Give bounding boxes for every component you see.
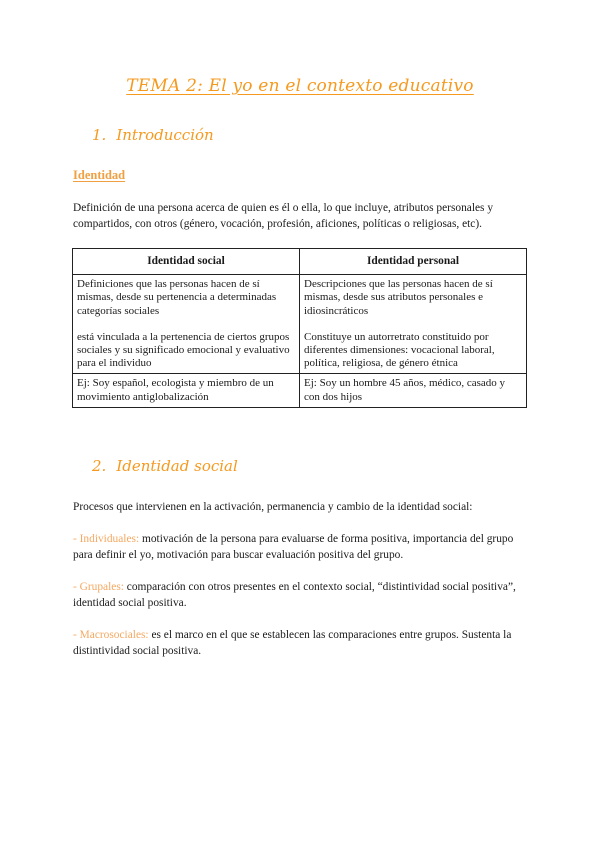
identity-comparison-table bbox=[72, 248, 527, 408]
section-number: 2. bbox=[92, 457, 107, 475]
table-row bbox=[73, 374, 527, 407]
section-title: Introducción bbox=[116, 126, 214, 144]
process-text: motivación de la persona para evaluarse de forma positiva, importancia del grupo para definir el yo, motivación para buscar evaluación positiva del grupo. bbox=[73, 533, 514, 561]
social-definition-text: Definiciones que las personas hacen de sí mismas, desde su pertenencia a determinadas categorías sociales bbox=[77, 278, 277, 317]
table-row bbox=[73, 275, 527, 374]
section-heading-introduccion bbox=[92, 126, 214, 144]
cell-personal-definition bbox=[300, 275, 527, 374]
process-text: comparación con otros presentes en el contexto social, “distintividad social positiva”, identidad social positiva. bbox=[73, 581, 516, 609]
personal-definition-text: Descripciones que las personas hacen de sí mismas, desde sus atributos personales e idiosincráticos bbox=[304, 278, 493, 317]
cell-social-example: Ej: Soy español, ecologista y miembro de un movimiento antiglobalización bbox=[73, 374, 300, 407]
section-heading-identidad-social bbox=[92, 457, 238, 475]
document-title: TEMA 2: El yo en el contexto educativo bbox=[126, 76, 474, 96]
header-identidad-personal: Identidad personal bbox=[300, 249, 527, 275]
identidad-definition: Definición de una persona acerca de quien es él o ella, lo que incluye, atributos personales y compartidos, con otros (género, vocación, profesión, aficiones, políticas o religiosas, etc). bbox=[73, 202, 494, 230]
section-title: Identidad social bbox=[116, 457, 238, 475]
table-header-row bbox=[73, 249, 527, 275]
process-label: - Grupales: bbox=[73, 581, 124, 593]
section-number: 1. bbox=[92, 126, 107, 144]
process-grupales bbox=[73, 579, 533, 611]
processes-intro: Procesos que intervienen en la activación, permanencia y cambio de la identidad social: bbox=[73, 501, 473, 513]
process-text: es el marco en el que se establecen las comparaciones entre grupos. Sustenta la distintividad social positiva. bbox=[73, 629, 512, 657]
header-identidad-social: Identidad social bbox=[73, 249, 300, 275]
process-macrosociales bbox=[73, 627, 533, 659]
personal-selfportrait-text: Constituye un autorretrato constituido por diferentes dimensiones: vocacional laboral, política, religiosa, de género étnica bbox=[304, 330, 495, 370]
process-individuales bbox=[73, 531, 533, 563]
subheading-identidad: Identidad bbox=[73, 168, 126, 182]
social-link-text: está vinculada a la pertenencia de ciertos grupos sociales y su significado emocional y evaluativo para el individuo bbox=[77, 330, 290, 370]
cell-social-definition bbox=[73, 275, 300, 374]
process-label: - Macrosociales: bbox=[73, 629, 149, 641]
cell-personal-example: Ej: Soy un hombre 45 años, médico, casado y con dos hijos bbox=[300, 374, 527, 407]
process-label: - Individuales: bbox=[73, 533, 140, 545]
